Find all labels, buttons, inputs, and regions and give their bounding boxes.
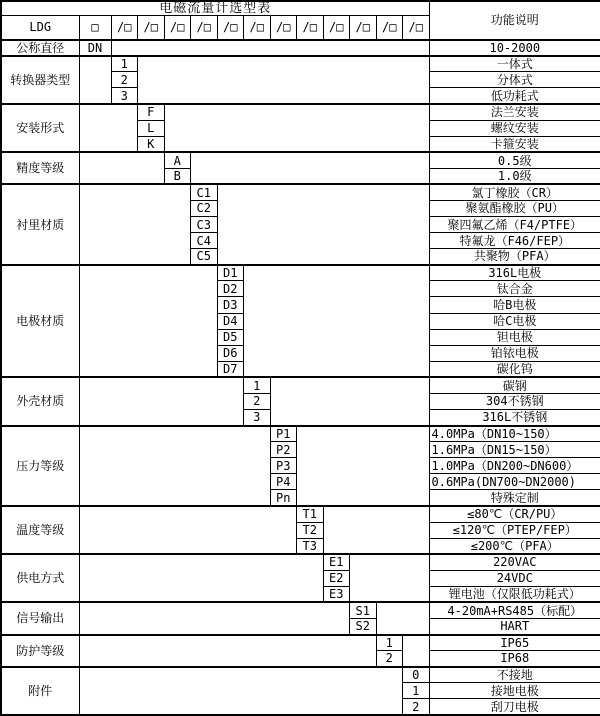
option-description: 卡箍安装 (429, 136, 600, 152)
option-description: ≤200℃（PFA） (429, 538, 600, 554)
empty-span (191, 152, 430, 184)
empty-span (79, 152, 164, 184)
empty-span (164, 104, 429, 152)
empty-span (376, 602, 429, 634)
option-description: 特殊定制 (429, 490, 600, 506)
option-description: 法兰安装 (429, 104, 600, 120)
option-code: 3 (111, 88, 138, 104)
option-code: 1 (244, 377, 271, 393)
option-code: T1 (297, 506, 324, 522)
option-code: D2 (217, 281, 244, 297)
section-label: 温度等级 (1, 506, 79, 554)
option-description: 刮刀电极 (429, 699, 600, 715)
empty-span (79, 265, 217, 378)
option-description: 分体式 (429, 72, 600, 88)
model-slot-cell: /□ (111, 16, 138, 40)
empty-span (244, 265, 430, 378)
option-description: ≤120℃（PTEP/FEP） (429, 522, 600, 538)
option-description: 316L不锈钢 (429, 409, 600, 425)
option-description: 哈B电极 (429, 297, 600, 313)
option-description: 哈C电极 (429, 313, 600, 329)
option-description: 共聚物（PFA） (429, 249, 600, 265)
empty-span (79, 667, 403, 715)
option-code: C2 (191, 200, 218, 216)
option-description: IP65 (429, 635, 600, 651)
option-code: Pn (270, 490, 297, 506)
option-description: 钽电极 (429, 329, 600, 345)
option-description: 4-20mA+RS485（标配） (429, 602, 600, 618)
section-label: 安装形式 (1, 104, 79, 152)
empty-span (79, 377, 244, 425)
option-description: 碳化钨 (429, 361, 600, 377)
model-slot-cell: /□ (191, 16, 218, 40)
option-description: 碳钢 (429, 377, 600, 393)
option-description: 钛合金 (429, 281, 600, 297)
option-code: DN (79, 40, 111, 56)
option-description: 24VDC (429, 570, 600, 586)
empty-span (79, 635, 376, 667)
empty-span (79, 506, 297, 554)
option-code: D6 (217, 345, 244, 361)
option-description: 聚四氟乙烯（F4/PTFE） (429, 217, 600, 233)
option-code: P3 (270, 458, 297, 474)
option-code: D1 (217, 265, 244, 281)
option-code: 2 (376, 651, 403, 667)
option-description: 低功耗式 (429, 88, 600, 104)
option-description: 316L电极 (429, 265, 600, 281)
section-label: 公称直径 (1, 40, 79, 56)
option-description: 1.0级 (429, 168, 600, 184)
model-slot-cell: /□ (323, 16, 350, 40)
model-slot-cell: /□ (138, 16, 165, 40)
model-box-cell: □ (79, 16, 111, 40)
option-code: P2 (270, 442, 297, 458)
option-code: T3 (297, 538, 324, 554)
option-code: C1 (191, 184, 218, 200)
model-prefix: LDG (1, 16, 79, 40)
option-description: 10-2000 (429, 40, 600, 56)
empty-span (79, 104, 138, 152)
section-label: 防护等级 (1, 635, 79, 667)
option-description: 不接地 (429, 667, 600, 683)
model-slot-cell: /□ (297, 16, 324, 40)
empty-span (403, 635, 430, 667)
option-description: 1.6MPa（DN15~150） (429, 442, 600, 458)
option-description: 0.5级 (429, 152, 600, 168)
model-slot-cell: /□ (376, 16, 403, 40)
empty-span (111, 40, 429, 56)
option-code: 1 (111, 56, 138, 72)
option-code: D4 (217, 313, 244, 329)
option-code: C3 (191, 217, 218, 233)
option-description: 特氟龙（F46/FEP） (429, 233, 600, 249)
option-code: D5 (217, 329, 244, 345)
option-description: 一体式 (429, 56, 600, 72)
option-code: S1 (350, 602, 377, 618)
option-code: B (164, 168, 191, 184)
section-label: 衬里材质 (1, 184, 79, 264)
option-code: T2 (297, 522, 324, 538)
option-code: 2 (244, 393, 271, 409)
empty-span (79, 56, 111, 104)
section-label: 供电方式 (1, 554, 79, 602)
option-code: S2 (350, 618, 377, 634)
option-code: P1 (270, 426, 297, 442)
model-slot-cell: /□ (244, 16, 271, 40)
option-code: E1 (323, 554, 350, 570)
empty-span (270, 377, 429, 425)
empty-span (79, 554, 323, 602)
option-description: HART (429, 618, 600, 634)
model-slot-cell: /□ (403, 16, 430, 40)
option-code: P4 (270, 474, 297, 490)
option-description: 4.0MPa（DN10~150） (429, 426, 600, 442)
section-label: 外壳材质 (1, 377, 79, 425)
option-code: C5 (191, 249, 218, 265)
option-code: F (138, 104, 165, 120)
function-column-header: 功能说明 (429, 1, 600, 40)
section-label: 压力等级 (1, 426, 79, 506)
empty-span (217, 184, 429, 264)
option-description: 接地电极 (429, 683, 600, 699)
empty-span (79, 602, 350, 634)
option-code: K (138, 136, 165, 152)
option-code: C4 (191, 233, 218, 249)
section-label: 精度等级 (1, 152, 79, 184)
option-description: 1.0MPa（DN200~DN600） (429, 458, 600, 474)
option-code: 3 (244, 409, 271, 425)
model-slot-cell: /□ (270, 16, 297, 40)
option-code: 2 (111, 72, 138, 88)
option-code: D3 (217, 297, 244, 313)
section-label: 电极材质 (1, 265, 79, 378)
section-label: 信号输出 (1, 602, 79, 634)
empty-span (138, 56, 430, 104)
empty-span (323, 506, 429, 554)
option-description: 0.6MPa(DN700~DN2000) (429, 474, 600, 490)
option-description: 氯丁橡胶（CR） (429, 184, 600, 200)
empty-span (297, 426, 430, 506)
option-description: IP68 (429, 651, 600, 667)
empty-span (79, 184, 191, 264)
option-code: 1 (376, 635, 403, 651)
section-label: 转换器类型 (1, 56, 79, 104)
option-code: 2 (403, 699, 430, 715)
option-code: 1 (403, 683, 430, 699)
model-slot-cell: /□ (350, 16, 377, 40)
option-description: 铂铱电极 (429, 345, 600, 361)
table-title: 电磁流量计选型表 (1, 1, 429, 16)
option-code: E2 (323, 570, 350, 586)
option-code: 0 (403, 667, 430, 683)
empty-span (350, 554, 430, 602)
option-code: D7 (217, 361, 244, 377)
option-description: 220VAC (429, 554, 600, 570)
model-slot-cell: /□ (217, 16, 244, 40)
option-description: 螺纹安装 (429, 120, 600, 136)
option-code: L (138, 120, 165, 136)
option-description: 304不锈钢 (429, 393, 600, 409)
model-slot-cell: /□ (164, 16, 191, 40)
option-description: 锂电池（仅限低功耗式） (429, 586, 600, 602)
option-code: A (164, 152, 191, 168)
option-code: E3 (323, 586, 350, 602)
option-description: ≤80℃（CR/PU） (429, 506, 600, 522)
option-description: 聚氨酯橡胶（PU） (429, 200, 600, 216)
section-label: 附件 (1, 667, 79, 715)
empty-span (79, 426, 270, 506)
